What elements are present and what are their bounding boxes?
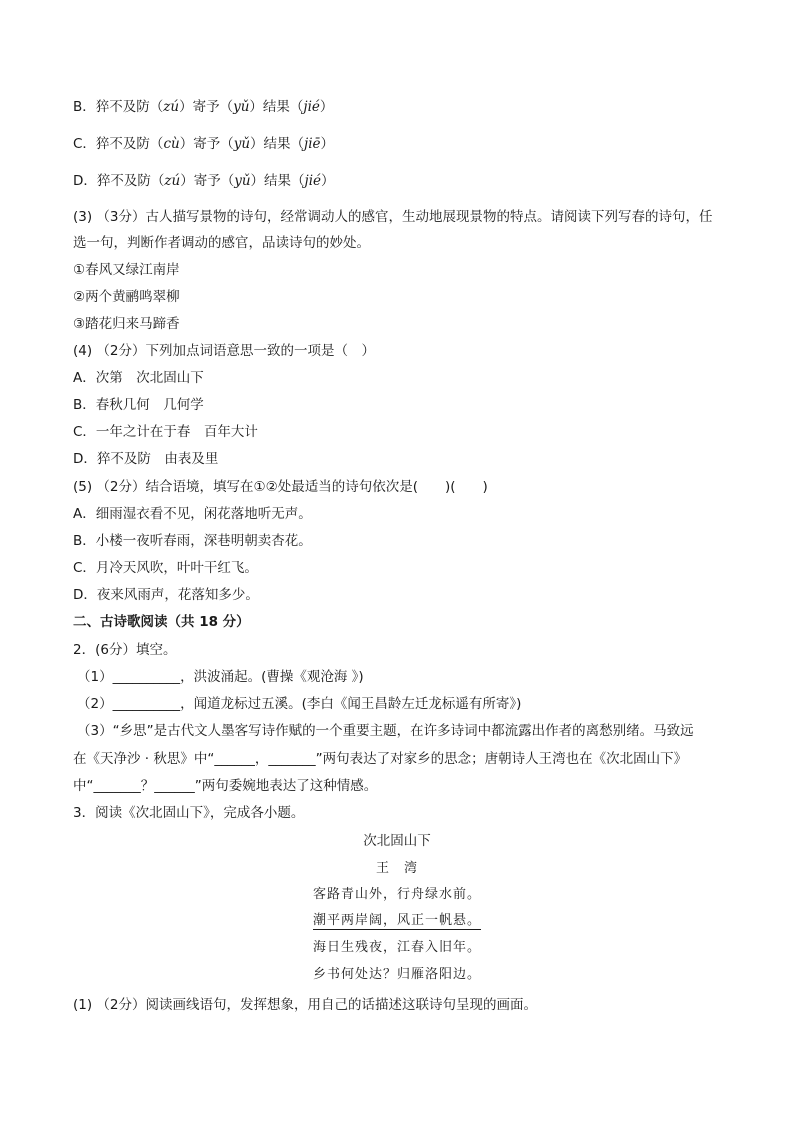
q3-item-2: ②两个黄鹂鸣翠柳 (73, 289, 180, 305)
pinyin: yǔ (233, 99, 250, 115)
pinyin: jiē (304, 136, 321, 152)
q5-option-b: B．小楼一夜听春雨，深巷明朝卖杏花。 (73, 533, 312, 549)
pinyin: zú (163, 99, 180, 115)
question-3-1-prompt: (1) （2分）阅读画线语句，发挥想象，用自己的话描述这联诗句呈现的画面。 (73, 997, 538, 1013)
pinyin: yǔ (234, 173, 251, 189)
fill-blank-3-line2: 在《天净沙 · 秋思》中“______，_______”两句表达了对家乡的思念；唐朝诗人王湾也在《次北固山下》 (73, 751, 688, 767)
q4-option-d: D．猝不及防 由表及里 (73, 451, 219, 467)
pinyin: zú (164, 173, 181, 189)
fill-blank-3-line1: （3）“乡思”是古代文人墨客写诗作赋的一个重要主题，在许多诗词中都流露出作者的离愁别绪。马致远 (77, 723, 694, 739)
q5-option-d: D．夜来风雨声，花落知多少。 (73, 587, 259, 603)
pinyin: cù (163, 136, 180, 152)
question-2-title: 2．(6分）填空。 (73, 642, 177, 658)
option-b: B．猝不及防（zú）寄予（yǔ）结果（jié） (73, 99, 334, 115)
pinyin: yǔ (233, 136, 251, 152)
pinyin: jié (304, 173, 322, 189)
q4-option-c: C．一年之计在于春 百年大计 (73, 424, 258, 440)
q5-option-a: A．细雨湿衣看不见，闲花落地听无声。 (73, 506, 312, 522)
q3-item-3: ③踏花归来马蹄香 (73, 316, 180, 332)
q4-option-b: B．春秋几何 几何学 (73, 397, 204, 413)
fill-blank-3-line3: 中“_______？______”两句委婉地表达了这种情感。 (73, 778, 378, 794)
option-c: C．猝不及防（cù）寄予（yǔ）结果（jiē） (73, 136, 335, 152)
fill-blank-2: （2）__________，闻道龙标过五溪。(李白《闻王昌龄左迁龙标遥有所寄》) (77, 696, 522, 712)
poem-line-2-underlined: 潮平两岸阔，风正一帆悬。 (312, 913, 481, 928)
section-heading: 二、古诗歌阅读（共 18 分） (73, 614, 250, 630)
q3-item-1: ①春风又绿江南岸 (73, 262, 180, 278)
poem-author: 王 湾 (375, 861, 418, 876)
question-3-prompt: (3) （3分）古人描写景物的诗句，经常调动人的感官，生动地展现景物的特点。请阅读下列写春的诗句，任选一句，判断作者调动的感官，品读诗句的妙处。 (73, 209, 713, 251)
q4-option-a: A．次第 次北固山下 (73, 370, 204, 386)
option-d: D．猝不及防（zú）寄予（yǔ）结果（jié） (73, 173, 335, 189)
question-3-title: 3．阅读《次北固山下》，完成各小题。 (73, 805, 305, 821)
q5-option-c: C．月冷天风吹，叶叶干红飞。 (73, 560, 258, 576)
poem-title: 次北固山下 (363, 833, 431, 849)
pinyin: jié (303, 99, 320, 115)
question-5-prompt: (5) （2分）结合语境，填写在①②处最适当的诗句依次是( )( ) (73, 479, 488, 495)
poem-line-1: 客路青山外，行舟绿水前。 (312, 887, 481, 902)
poem-line-3: 海日生残夜，江春入旧年。 (312, 940, 481, 955)
poem-line-4: 乡书何处达？归雁洛阳边。 (312, 967, 481, 982)
question-4-prompt: (4) （2分）下列加点词语意思一致的一项是（ ） (73, 343, 376, 359)
fill-blank-1: （1）__________，洪波涌起。(曹操《观沧海 》) (77, 669, 364, 685)
